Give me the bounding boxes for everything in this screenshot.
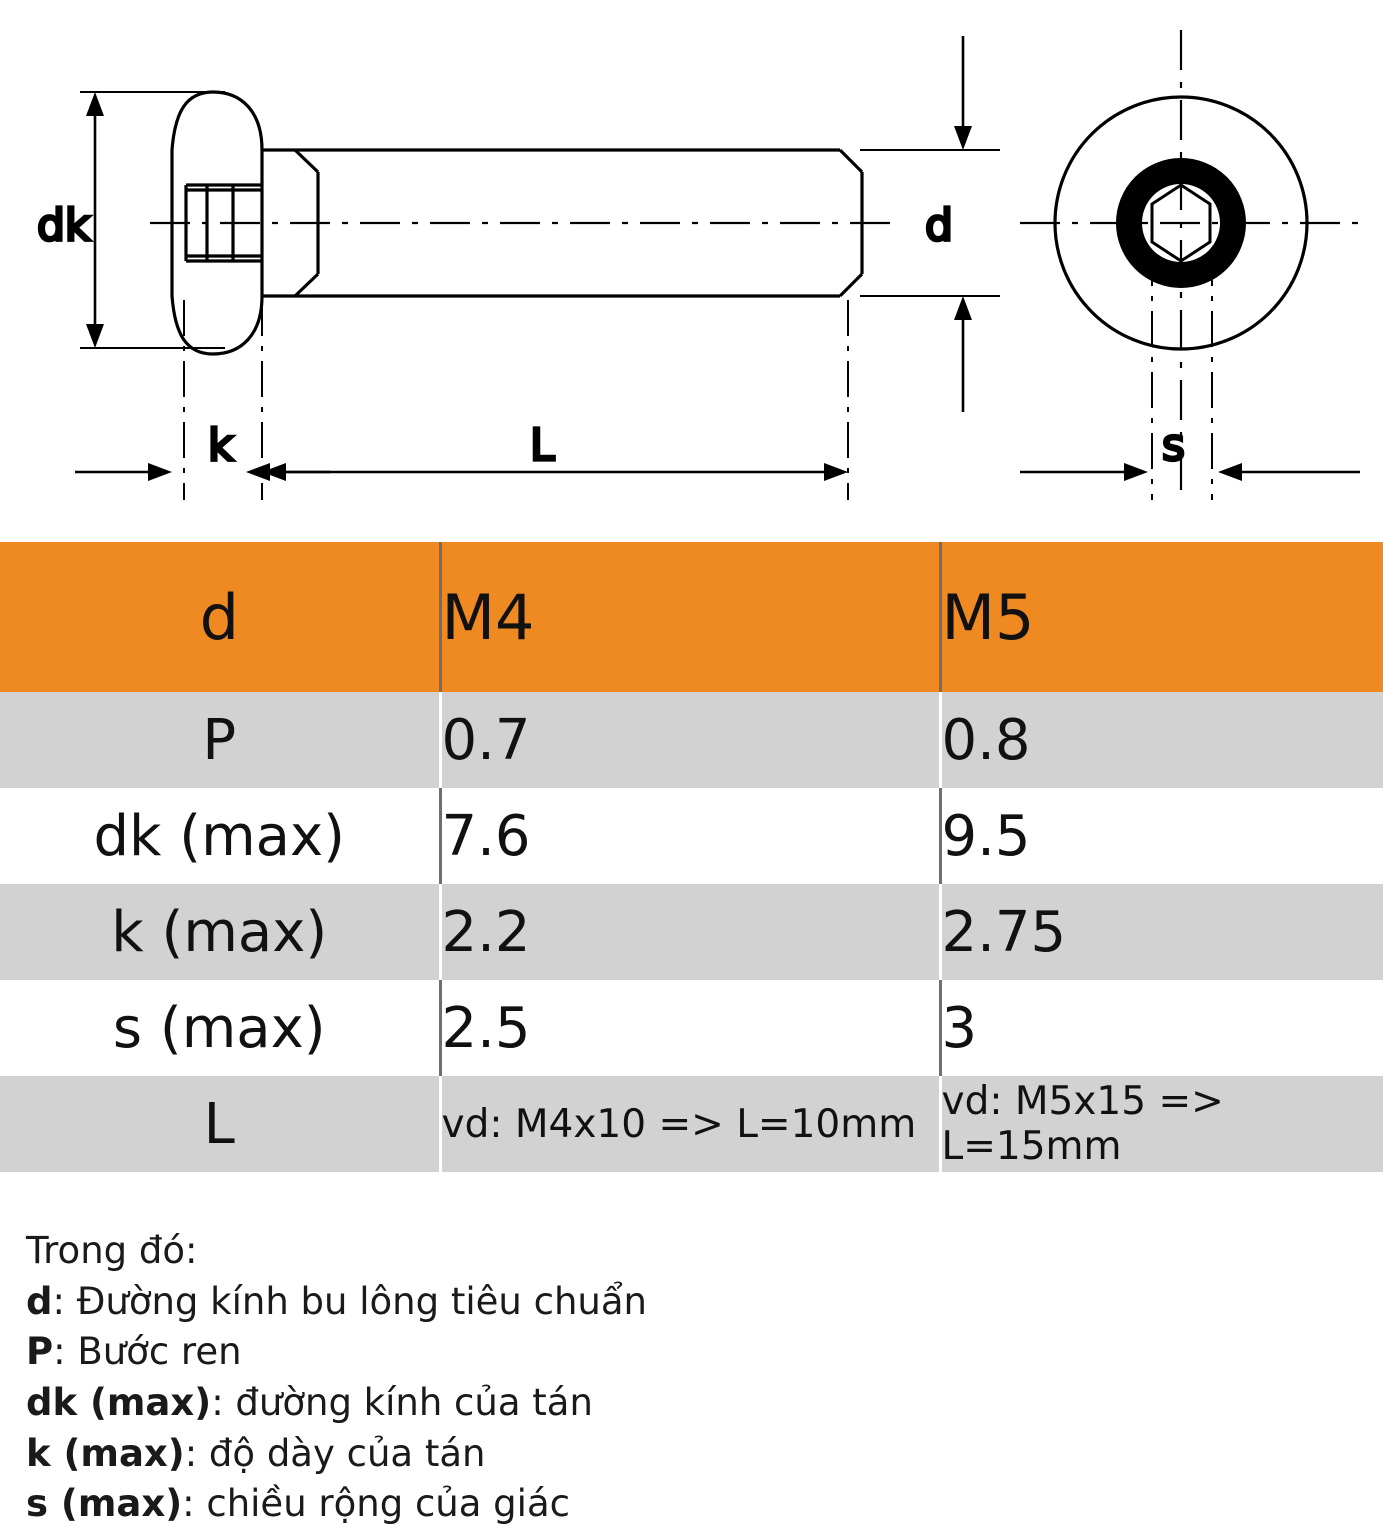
dim-label-dk: dk bbox=[37, 200, 91, 251]
row-m5: 9.5 bbox=[940, 788, 1383, 884]
legend-desc: : Đường kính bu lông tiêu chuẩn bbox=[52, 1279, 647, 1323]
screw-shank-outline bbox=[262, 150, 862, 296]
row-param: k (max) bbox=[0, 884, 440, 980]
row-param: L bbox=[0, 1076, 440, 1172]
table-header-row bbox=[0, 542, 1383, 692]
row-param: P bbox=[0, 692, 440, 788]
row-m5: 3 bbox=[940, 980, 1383, 1076]
table-row bbox=[0, 788, 1383, 884]
table-row bbox=[0, 692, 1383, 788]
legend-term: k (max) bbox=[26, 1431, 185, 1475]
legend-item bbox=[26, 1429, 1366, 1480]
dim-label-L: L bbox=[530, 420, 555, 471]
row-m5: 0.8 bbox=[940, 692, 1383, 788]
legend-item bbox=[26, 1277, 1366, 1328]
screw-technical-drawing bbox=[0, 0, 1383, 540]
dim-k bbox=[75, 300, 330, 500]
dim-dk bbox=[80, 92, 225, 348]
row-param: s (max) bbox=[0, 980, 440, 1076]
legend-item bbox=[26, 1327, 1366, 1378]
row-m5: vd: M5x15 => L=15mm bbox=[940, 1076, 1383, 1172]
legend-item bbox=[26, 1378, 1366, 1429]
row-m5: 2.75 bbox=[940, 884, 1383, 980]
legend-term: s (max) bbox=[26, 1482, 183, 1526]
legend-item bbox=[26, 1479, 1366, 1530]
header-m4: M4 bbox=[440, 542, 940, 692]
row-param: dk (max) bbox=[0, 788, 440, 884]
legend-title: Trong đó: bbox=[26, 1229, 198, 1272]
table-row bbox=[0, 884, 1383, 980]
row-m4: 0.7 bbox=[440, 692, 940, 788]
specification-table bbox=[0, 542, 1383, 1172]
legend-desc: : chiều rộng của giác bbox=[182, 1482, 570, 1526]
dim-label-s: s bbox=[1162, 420, 1185, 471]
legend-term: d bbox=[26, 1279, 53, 1323]
row-m4: 2.2 bbox=[440, 884, 940, 980]
legend-desc: : Bước ren bbox=[53, 1330, 242, 1374]
row-m4: 2.5 bbox=[440, 980, 940, 1076]
dim-label-d: d bbox=[925, 200, 953, 251]
header-m5: M5 bbox=[940, 542, 1383, 692]
header-param: d bbox=[0, 542, 440, 692]
legend-term: dk (max) bbox=[26, 1381, 212, 1425]
table-row bbox=[0, 1076, 1383, 1172]
row-m4: 7.6 bbox=[440, 788, 940, 884]
dim-label-k: k bbox=[208, 420, 234, 471]
table-row bbox=[0, 980, 1383, 1076]
legend-block bbox=[26, 1226, 1366, 1530]
dim-L bbox=[262, 300, 848, 500]
legend-term: P bbox=[26, 1330, 54, 1374]
legend-desc: : đường kính của tán bbox=[211, 1381, 593, 1425]
legend-desc: : độ dày của tán bbox=[184, 1431, 486, 1475]
row-m4: vd: M4x10 => L=10mm bbox=[440, 1076, 940, 1172]
